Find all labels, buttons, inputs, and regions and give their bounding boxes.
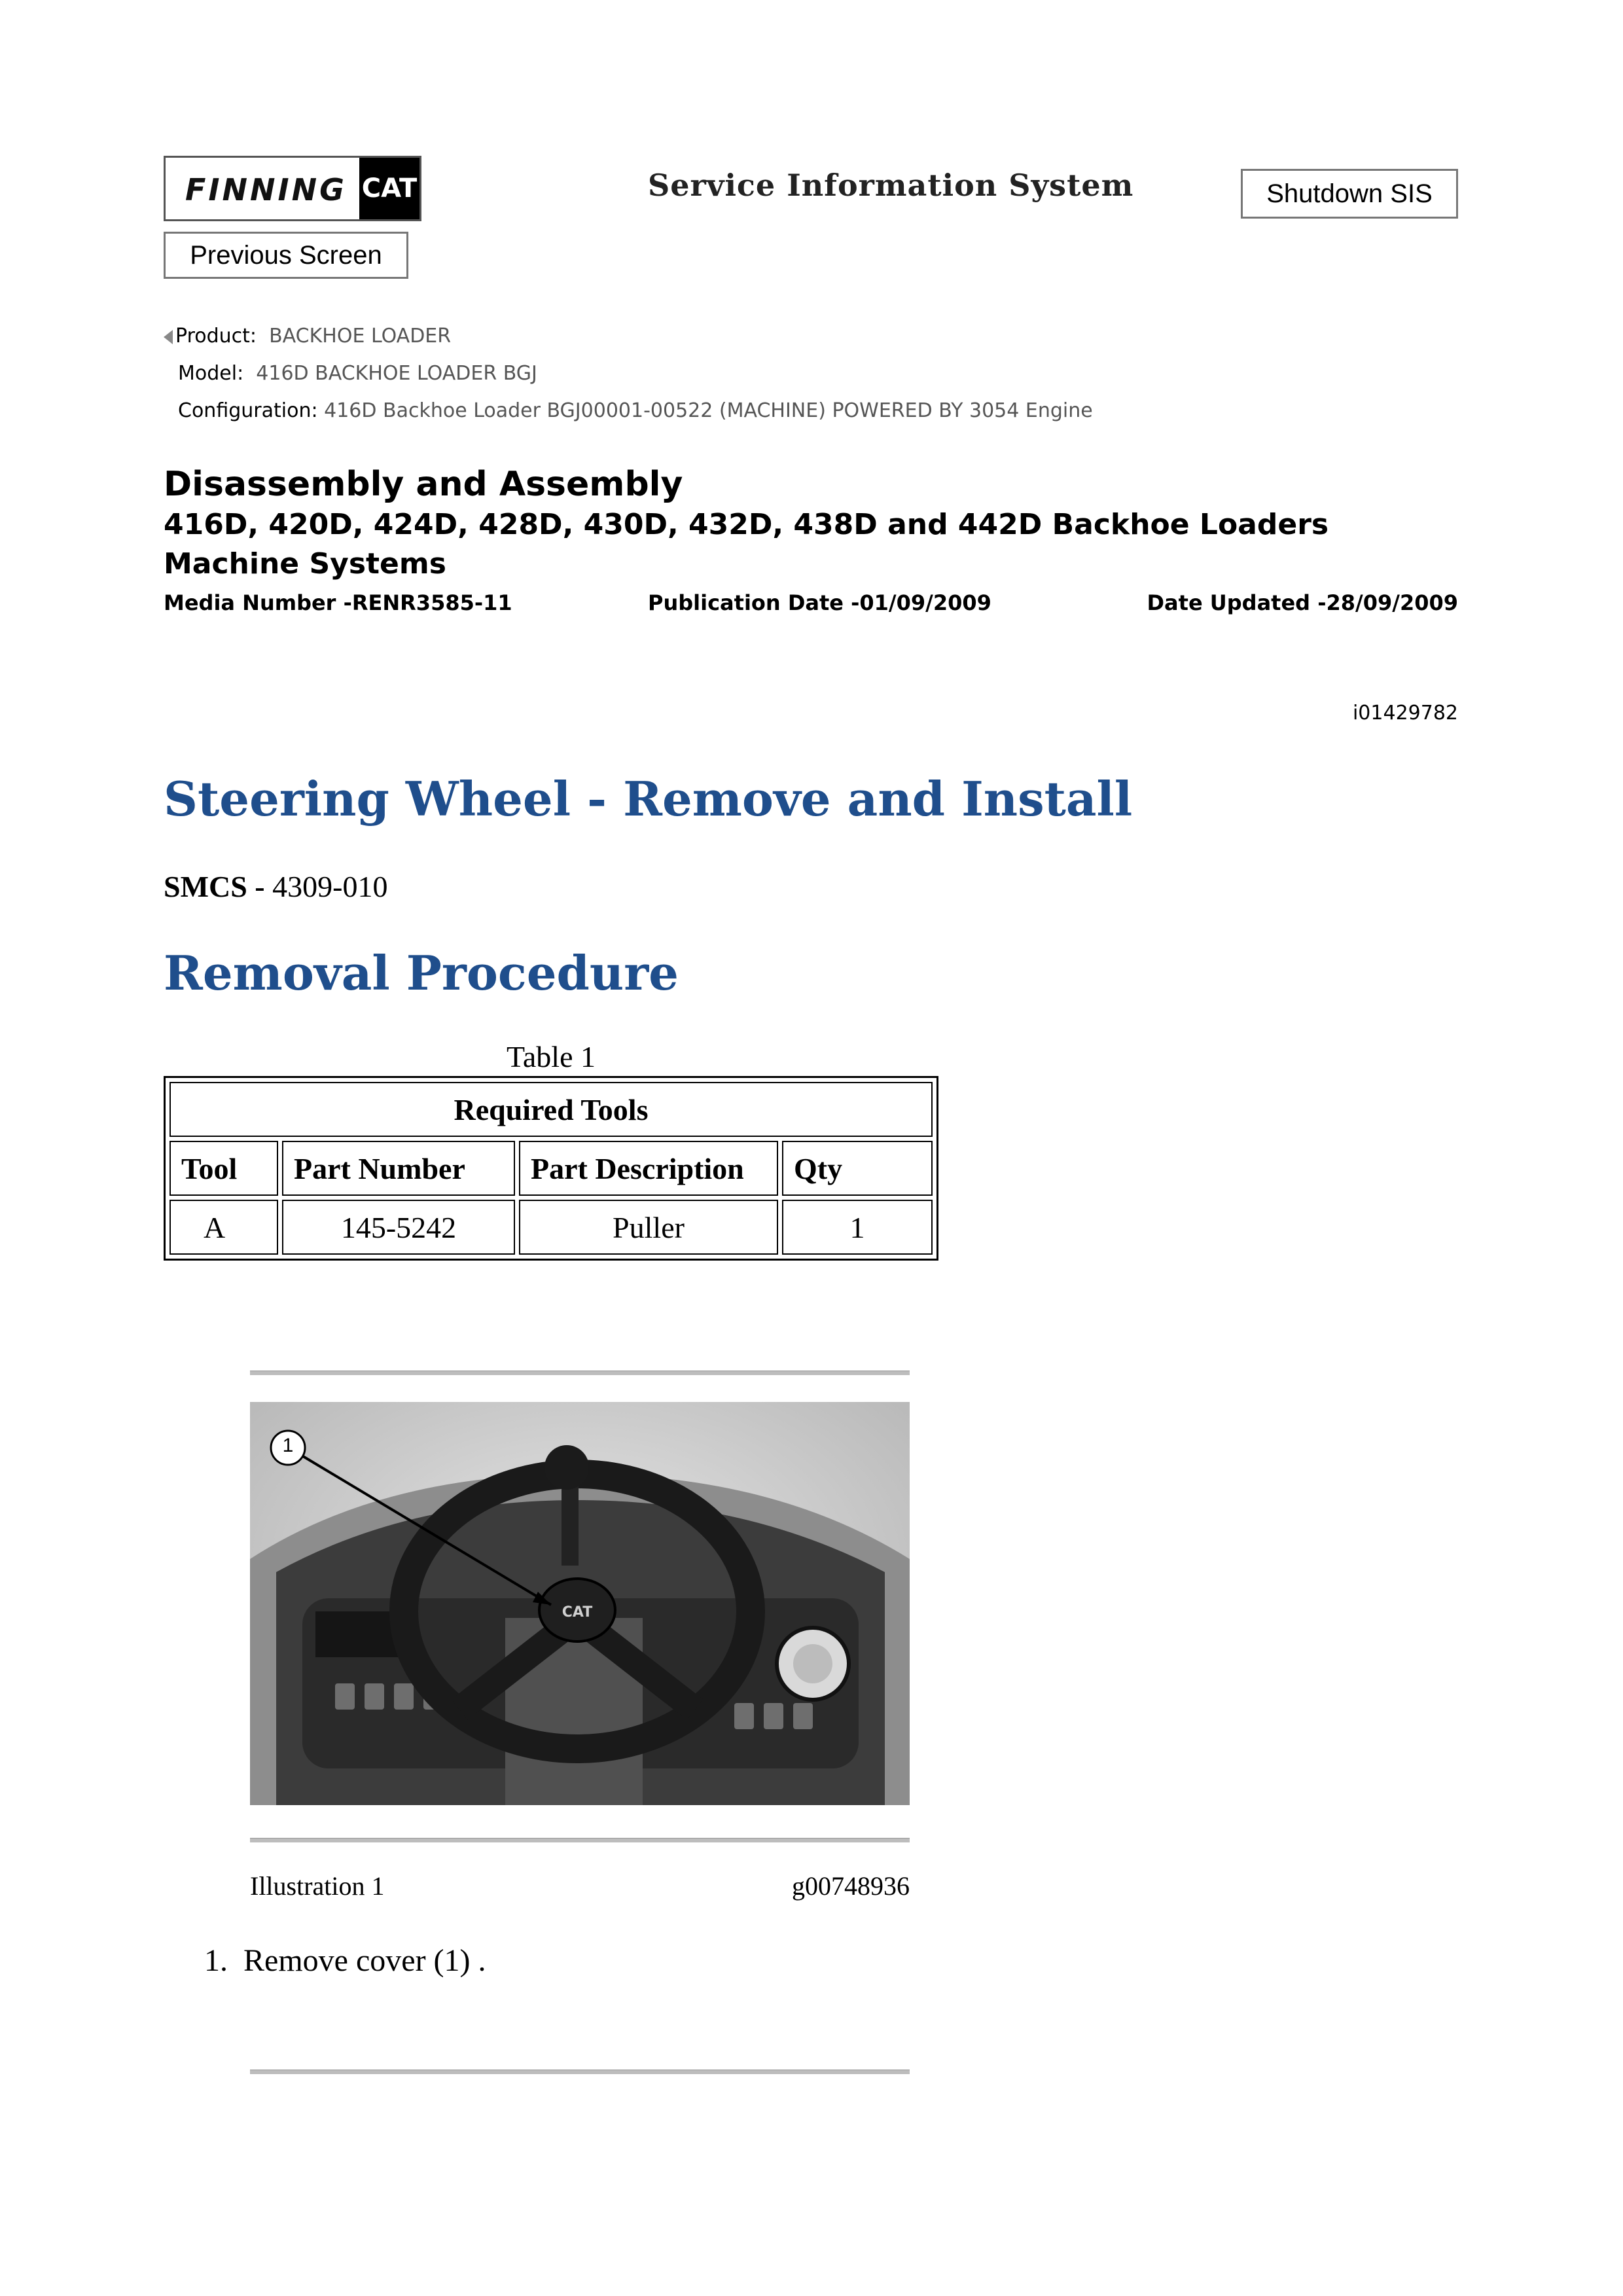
step-number: 1. <box>204 1943 228 1978</box>
publication-date: Publication Date -01/09/2009 <box>648 590 991 615</box>
cat-logo <box>359 158 419 219</box>
product-info <box>164 325 451 348</box>
configuration-info <box>178 399 1093 422</box>
table-header-row <box>169 1141 933 1196</box>
steering-wheel-illustration <box>250 1402 910 1805</box>
column-header: Part Number <box>282 1141 515 1196</box>
callout-label: 1 <box>282 1435 294 1456</box>
finning-logo-text: FINNING <box>185 172 347 207</box>
divider <box>250 2070 910 2074</box>
page-heading: Steering Wheel - Remove and Install <box>164 771 1133 827</box>
shutdown-sis-button[interactable]: Shutdown SIS <box>1241 169 1458 219</box>
column-header: Tool <box>169 1141 278 1196</box>
column-header: Part Description <box>519 1141 778 1196</box>
document-title: Disassembly and Assembly <box>164 465 683 504</box>
removal-procedure-heading: Removal Procedure <box>164 945 679 1001</box>
configuration-label: Configuration: <box>178 399 318 422</box>
illustration-id: g00748936 <box>792 1871 910 1901</box>
date-updated: Date Updated -28/09/2009 <box>1147 590 1458 615</box>
table-caption: Table 1 <box>506 1040 596 1073</box>
previous-screen-button[interactable]: Previous Screen <box>164 232 408 279</box>
table-cell: 1 <box>782 1200 933 1255</box>
product-value: BACKHOE LOADER <box>269 325 452 348</box>
media-number: Media Number -RENR3585-11 <box>164 590 512 615</box>
table-cell: Puller <box>519 1200 778 1255</box>
smcs-code <box>164 869 387 904</box>
model-label: Model: <box>178 362 244 385</box>
svg-text:CAT: CAT <box>562 1604 593 1621</box>
cat-logo-text: CAT <box>361 173 418 204</box>
back-arrow-icon[interactable] <box>164 330 173 344</box>
required-tools-table <box>164 1076 938 1261</box>
model-info <box>178 362 537 385</box>
finning-cat-logo <box>164 156 421 221</box>
model-value: 416D BACKHOE LOADER BGJ <box>256 362 537 385</box>
document-subtitle: 416D, 420D, 424D, 428D, 430D, 432D, 438D and 442D Backhoe Loaders Machine Systems <box>164 508 1329 581</box>
divider <box>250 1371 910 1375</box>
document-id: i01429782 <box>1352 702 1458 725</box>
step-text: Remove cover (1) . <box>243 1943 486 1978</box>
table-cell: A <box>169 1200 278 1255</box>
smcs-value: 4309-010 <box>272 870 388 903</box>
divider <box>250 1838 910 1842</box>
table-row <box>169 1200 933 1255</box>
table-cell: 145-5242 <box>282 1200 515 1255</box>
configuration-value: 416D Backhoe Loader BGJ00001-00522 (MACHINE) POWERED BY 3054 Engine <box>324 399 1093 422</box>
illustration-label: Illustration 1 <box>250 1871 385 1901</box>
smcs-label: SMCS - <box>164 870 265 903</box>
procedure-step <box>204 1943 486 1979</box>
system-title: Service Information System <box>648 168 1134 203</box>
column-header: Qty <box>782 1141 933 1196</box>
table-title: Required Tools <box>169 1082 933 1137</box>
steering-wheel-photo <box>250 1402 910 1805</box>
product-label: Product: <box>175 325 257 348</box>
